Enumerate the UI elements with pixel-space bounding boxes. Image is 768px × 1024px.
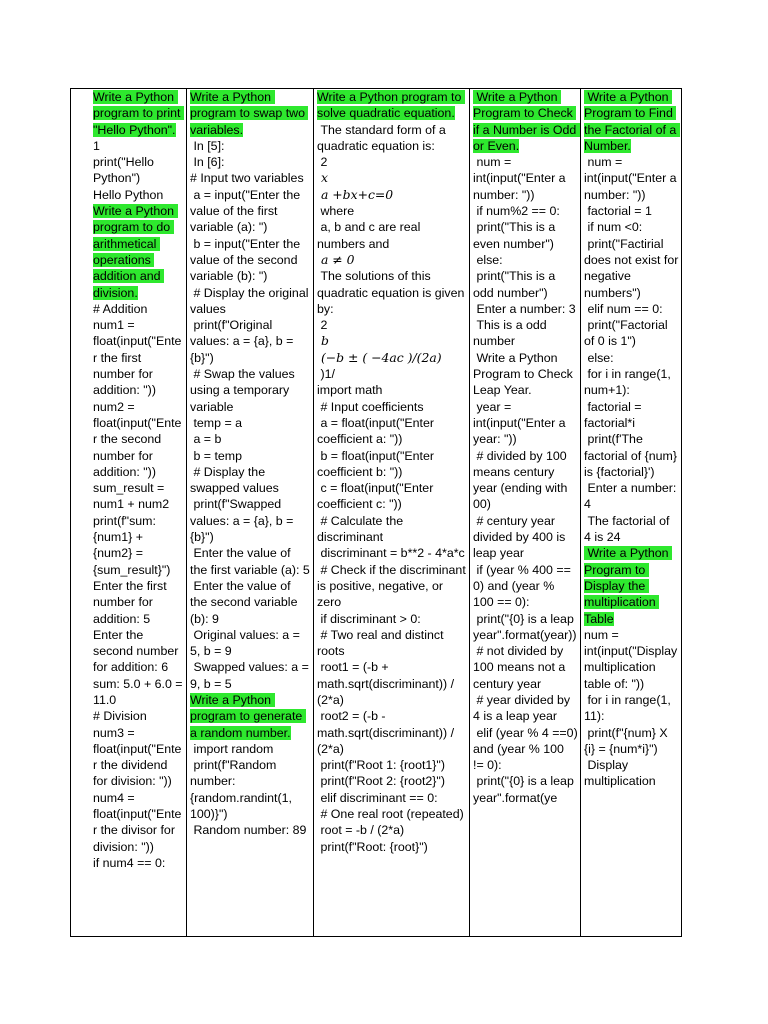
text-line xyxy=(584,399,679,432)
line-text: This is a odd number xyxy=(473,318,551,349)
text-line xyxy=(317,268,467,317)
line-text: # Two real and distinct roots xyxy=(317,627,447,659)
line-text: num2 = float(input("Enter the second number for addition: ")) xyxy=(93,399,182,479)
text-line xyxy=(473,725,582,774)
text-line xyxy=(473,513,578,562)
text-line xyxy=(317,513,467,546)
line-text: # not divided by 100 means not a century year xyxy=(473,644,569,691)
text-line xyxy=(317,822,467,838)
text-line xyxy=(190,285,311,318)
line-text: # Display the original values xyxy=(190,285,312,316)
text-line xyxy=(317,448,467,481)
line-text: Enter the value of the second variable (b): 9 xyxy=(190,578,301,626)
line-text: Random number: 89 xyxy=(190,823,307,838)
line-text: 2 xyxy=(317,155,328,170)
heading-line xyxy=(190,692,311,741)
line-text: )1/ xyxy=(317,367,335,382)
line-text: print("This is a even number") xyxy=(473,220,559,251)
heading-line xyxy=(473,89,578,154)
line-text: b xyxy=(317,333,329,349)
line-text: print(f'The factorial of {num} is {factorial}') xyxy=(584,432,681,479)
text-line xyxy=(584,366,679,399)
text-line xyxy=(317,415,467,448)
column-1 xyxy=(90,89,187,936)
text-line xyxy=(473,203,578,219)
line-text: elif (year % 4 ==0) and (year % 100 != 0): xyxy=(473,725,582,773)
text-line xyxy=(93,578,184,627)
text-line xyxy=(317,203,467,219)
text-line xyxy=(190,757,311,822)
column-4-content xyxy=(470,89,580,806)
highlighted-text: Write a Python program to swap two variables. xyxy=(190,90,309,137)
column-4 xyxy=(470,89,581,936)
line-text: a +bx+c=0 xyxy=(317,186,394,202)
text-line xyxy=(317,219,467,252)
column-5 xyxy=(581,89,681,936)
text-line xyxy=(473,611,578,644)
document-table xyxy=(70,88,682,937)
line-text: temp = a xyxy=(190,415,243,430)
line-text: (−b ± ( −4ac )/(2a) xyxy=(317,349,442,365)
line-text: import random xyxy=(190,741,274,756)
line-text: In [6]: xyxy=(190,155,225,170)
line-text: else: xyxy=(584,350,614,365)
text-line xyxy=(473,562,578,611)
line-text: print(f"Root 1: {root1}") xyxy=(317,758,445,773)
line-text: import math xyxy=(317,383,383,398)
line-text: The standard form of a quadratic equation is: xyxy=(317,122,450,153)
text-line xyxy=(93,513,184,578)
line-text: elif discriminant == 0: xyxy=(317,790,438,805)
line-text: # Input two variables xyxy=(190,171,304,186)
line-text: num = int(input("Enter a number: ")) xyxy=(584,155,681,202)
line-text: else: xyxy=(473,252,503,267)
text-line xyxy=(473,252,578,268)
text-line xyxy=(317,317,467,333)
text-line xyxy=(93,399,184,480)
text-line xyxy=(584,513,679,546)
line-text: sum: 5.0 + 6.0 = 11.0 xyxy=(93,676,186,707)
text-line xyxy=(584,317,679,350)
text-line xyxy=(190,431,311,447)
line-text: print(f"Root 2: {root2}") xyxy=(317,774,445,789)
text-line xyxy=(190,545,311,578)
line-text: where xyxy=(317,204,355,219)
line-text: root1 = (-b + math.sqrt(discriminant)) / (2*a) xyxy=(317,660,458,707)
line-text: b = float(input("Enter coefficient b: ")) xyxy=(317,448,438,479)
text-line xyxy=(93,725,184,790)
text-line xyxy=(190,154,311,170)
text-line xyxy=(473,773,578,806)
line-text: Original values: a = 5, b = 9 xyxy=(190,627,304,659)
highlighted-text: Write a Python program to do arithmetical operations addition and division. xyxy=(93,204,178,300)
text-line xyxy=(317,773,467,789)
line-text: # Addition xyxy=(93,301,148,316)
heading-line xyxy=(190,89,311,138)
line-text: b = input("Enter the value of the second variable (b): ") xyxy=(190,236,304,284)
text-line xyxy=(190,317,311,366)
line-text: # One real root (repeated) xyxy=(317,807,464,822)
line-text: print(f"Original values: a = {a}, b = {b}") xyxy=(190,318,297,365)
column-2-content xyxy=(187,89,313,839)
text-line xyxy=(317,757,467,773)
text-line xyxy=(584,219,679,235)
text-line xyxy=(584,203,679,219)
line-text: print("Factorial of 0 is 1") xyxy=(584,318,672,349)
column-3 xyxy=(314,89,470,936)
text-line xyxy=(190,448,311,464)
line-text: if num <0: xyxy=(584,220,643,235)
line-text: # year divided by 4 is a leap year xyxy=(473,692,574,724)
text-line xyxy=(473,643,578,692)
line-text: sum_result = num1 + num2 xyxy=(93,481,170,512)
line-text: Enter a number: 3 xyxy=(473,301,576,316)
text-line xyxy=(317,382,467,398)
text-line xyxy=(93,138,184,154)
text-line xyxy=(93,301,184,317)
highlighted-text: Write a Python Program to Find the Factorial of a Number. xyxy=(584,90,680,153)
line-text: b = temp xyxy=(190,448,243,463)
text-line xyxy=(584,350,679,366)
line-text: num = int(input("Display multiplication table of: ")) xyxy=(584,627,681,691)
text-line xyxy=(93,790,184,855)
column-3-content xyxy=(314,89,469,855)
line-text: a = b xyxy=(190,432,222,447)
line-text: # Swap the values using a temporary variable xyxy=(190,367,299,414)
text-line xyxy=(584,431,679,480)
line-text: num4 = float(input("Enter the divisor for division: ")) xyxy=(93,790,182,854)
line-text: print("This is a odd number") xyxy=(473,269,559,300)
text-line xyxy=(93,317,184,398)
text-line xyxy=(473,448,578,513)
heading-line xyxy=(317,89,467,122)
line-text: print(f"{num} X {i} = {num*i}") xyxy=(584,725,672,756)
line-text: a ≠ 0 xyxy=(317,251,355,267)
text-line xyxy=(473,268,578,301)
line-text: Enter the value of the first variable (a): 5 xyxy=(190,546,310,577)
line-text: # Calculate the discriminant xyxy=(317,513,407,545)
line-text: Display multiplication xyxy=(584,758,656,789)
text-line xyxy=(93,676,184,709)
line-text: root2 = (-b - math.sqrt(discriminant)) / (2*a) xyxy=(317,709,458,756)
line-text: for i in range(1, 11): xyxy=(584,692,675,724)
text-line xyxy=(190,464,311,497)
heading-line xyxy=(93,203,184,301)
column-1-content xyxy=(90,89,186,871)
text-line xyxy=(190,366,311,415)
line-text: # divided by 100 means century year (ending with 00) xyxy=(473,448,571,512)
line-text: print("Hello Python") xyxy=(93,155,158,186)
text-line xyxy=(473,692,578,725)
line-text: a = float(input("Enter coefficient a: ")) xyxy=(317,415,438,447)
line-text: if discriminant > 0: xyxy=(317,611,421,626)
line-text: a = input("Enter the value of the first variable (a): ") xyxy=(190,187,304,235)
line-text: print(f"Root: {root}") xyxy=(317,839,428,854)
text-line xyxy=(93,187,184,203)
text-line xyxy=(190,415,311,431)
highlighted-text: Write a Python program to generate a random number. xyxy=(190,692,306,740)
heading-line xyxy=(93,89,184,138)
line-text: for i in range(1, num+1): xyxy=(584,367,675,398)
text-line xyxy=(317,170,467,186)
text-line xyxy=(190,138,311,154)
line-text: print(f"sum: {num1} + {num2} = {sum_result}") xyxy=(93,513,171,577)
text-line xyxy=(317,480,467,513)
line-text: Write a Python Program to Check Leap Year. xyxy=(473,350,577,398)
text-line xyxy=(584,480,679,513)
text-line xyxy=(473,301,578,317)
line-text: # century year divided by 400 is leap year xyxy=(473,513,569,561)
line-text: x xyxy=(317,170,328,186)
line-text: elif num == 0: xyxy=(584,301,663,316)
text-line xyxy=(190,822,311,838)
text-line xyxy=(584,757,679,790)
line-text: if num4 == 0: xyxy=(93,855,166,870)
line-text: factorial = factorial*i xyxy=(584,399,645,430)
line-text: num3 = float(input("Enter the dividend for division: ")) xyxy=(93,725,182,789)
text-line xyxy=(317,545,467,561)
text-line xyxy=(584,627,679,692)
text-line xyxy=(317,562,470,611)
line-text: # Display the swapped values xyxy=(190,464,279,496)
line-text: # Division xyxy=(93,709,147,724)
line-text: print("Factirial does not exist for negative numbers") xyxy=(584,236,682,300)
text-line xyxy=(317,659,467,708)
text-line xyxy=(317,187,467,203)
text-line xyxy=(317,806,467,822)
line-text: print(f"Swapped values: a = {a}, b = {b}") xyxy=(190,497,297,545)
line-text: The factorial of 4 is 24 xyxy=(584,513,673,545)
text-line xyxy=(317,350,467,366)
line-text: year = int(input("Enter a year: ")) xyxy=(473,399,570,447)
highlighted-text: Write a Python Program to Check if a Number is Odd or Even. xyxy=(473,90,580,153)
highlighted-text: Write a Python program to solve quadratic equation. xyxy=(317,90,465,121)
text-line xyxy=(190,741,311,757)
text-line xyxy=(93,855,184,871)
text-line xyxy=(93,480,184,513)
text-line xyxy=(317,252,467,268)
text-line xyxy=(317,611,467,627)
text-line xyxy=(93,627,184,676)
text-line xyxy=(473,317,578,350)
line-text: In [5]: xyxy=(190,138,225,153)
text-line xyxy=(317,366,467,382)
text-line xyxy=(473,399,578,448)
line-text: # Check if the discriminant is positive, negative, or zero xyxy=(317,562,470,610)
line-text: c = float(input("Enter coefficient c: ")) xyxy=(317,481,437,512)
column-5-content xyxy=(581,89,681,790)
line-text: a, b and c are real numbers and xyxy=(317,220,424,251)
text-line xyxy=(317,154,467,170)
text-line xyxy=(317,790,467,806)
line-text: The solutions of this quadratic equation is given by: xyxy=(317,269,468,316)
line-text: print(f"Random number: {random.randint(1, 100)}") xyxy=(190,758,296,822)
text-line xyxy=(317,399,467,415)
text-line xyxy=(473,350,578,399)
line-text: Enter a number: 4 xyxy=(584,481,680,512)
column-2 xyxy=(187,89,314,936)
text-line xyxy=(584,725,679,758)
text-line xyxy=(93,708,184,724)
heading-line xyxy=(584,89,679,154)
highlighted-text: Write a Python program to print "Hello Python". xyxy=(93,90,184,137)
line-text: Enter the second number for addition: 6 xyxy=(93,627,182,675)
line-text: Hello Python xyxy=(93,187,164,202)
highlighted-text: Write a Python Program to Display the multiplication Table xyxy=(584,546,672,626)
line-text: root = -b / (2*a) xyxy=(317,823,405,838)
text-line xyxy=(190,578,311,627)
heading-line xyxy=(584,545,679,626)
line-text: Enter the first number for addition: 5 xyxy=(93,578,171,626)
text-line xyxy=(190,187,311,236)
text-line xyxy=(473,154,578,203)
line-text: 2 xyxy=(317,318,328,333)
text-line xyxy=(317,839,467,855)
text-line xyxy=(584,154,679,203)
text-line xyxy=(584,301,679,317)
text-line xyxy=(473,219,578,252)
text-line xyxy=(317,708,467,757)
line-text: print("{0} is a leap year".format(year)) xyxy=(473,611,578,642)
text-line xyxy=(190,236,311,285)
text-line xyxy=(190,496,311,545)
line-text: num = int(input("Enter a number: ")) xyxy=(473,155,570,202)
text-line xyxy=(584,236,682,301)
text-line xyxy=(190,170,311,186)
line-text: if num%2 == 0: xyxy=(473,204,560,219)
line-text: 1 xyxy=(93,138,100,153)
line-text: print("{0} is a leap year".format(ye xyxy=(473,774,578,805)
line-text: factorial = 1 xyxy=(584,204,652,219)
line-text: if (year % 400 == 0) and (year % 100 == 0): xyxy=(473,562,575,610)
text-line xyxy=(93,154,184,187)
line-text: Swapped values: a = 9, b = 5 xyxy=(190,660,313,691)
line-text: discriminant = b**2 - 4*a*c xyxy=(317,546,465,561)
text-line xyxy=(317,627,467,660)
text-line xyxy=(190,627,311,660)
line-text: num1 = float(input("Enter the first number for addition: ")) xyxy=(93,318,182,398)
text-line xyxy=(317,333,467,349)
line-text: # Input coefficients xyxy=(317,399,424,414)
text-line xyxy=(317,122,467,155)
text-line xyxy=(190,659,311,692)
text-line xyxy=(584,692,679,725)
